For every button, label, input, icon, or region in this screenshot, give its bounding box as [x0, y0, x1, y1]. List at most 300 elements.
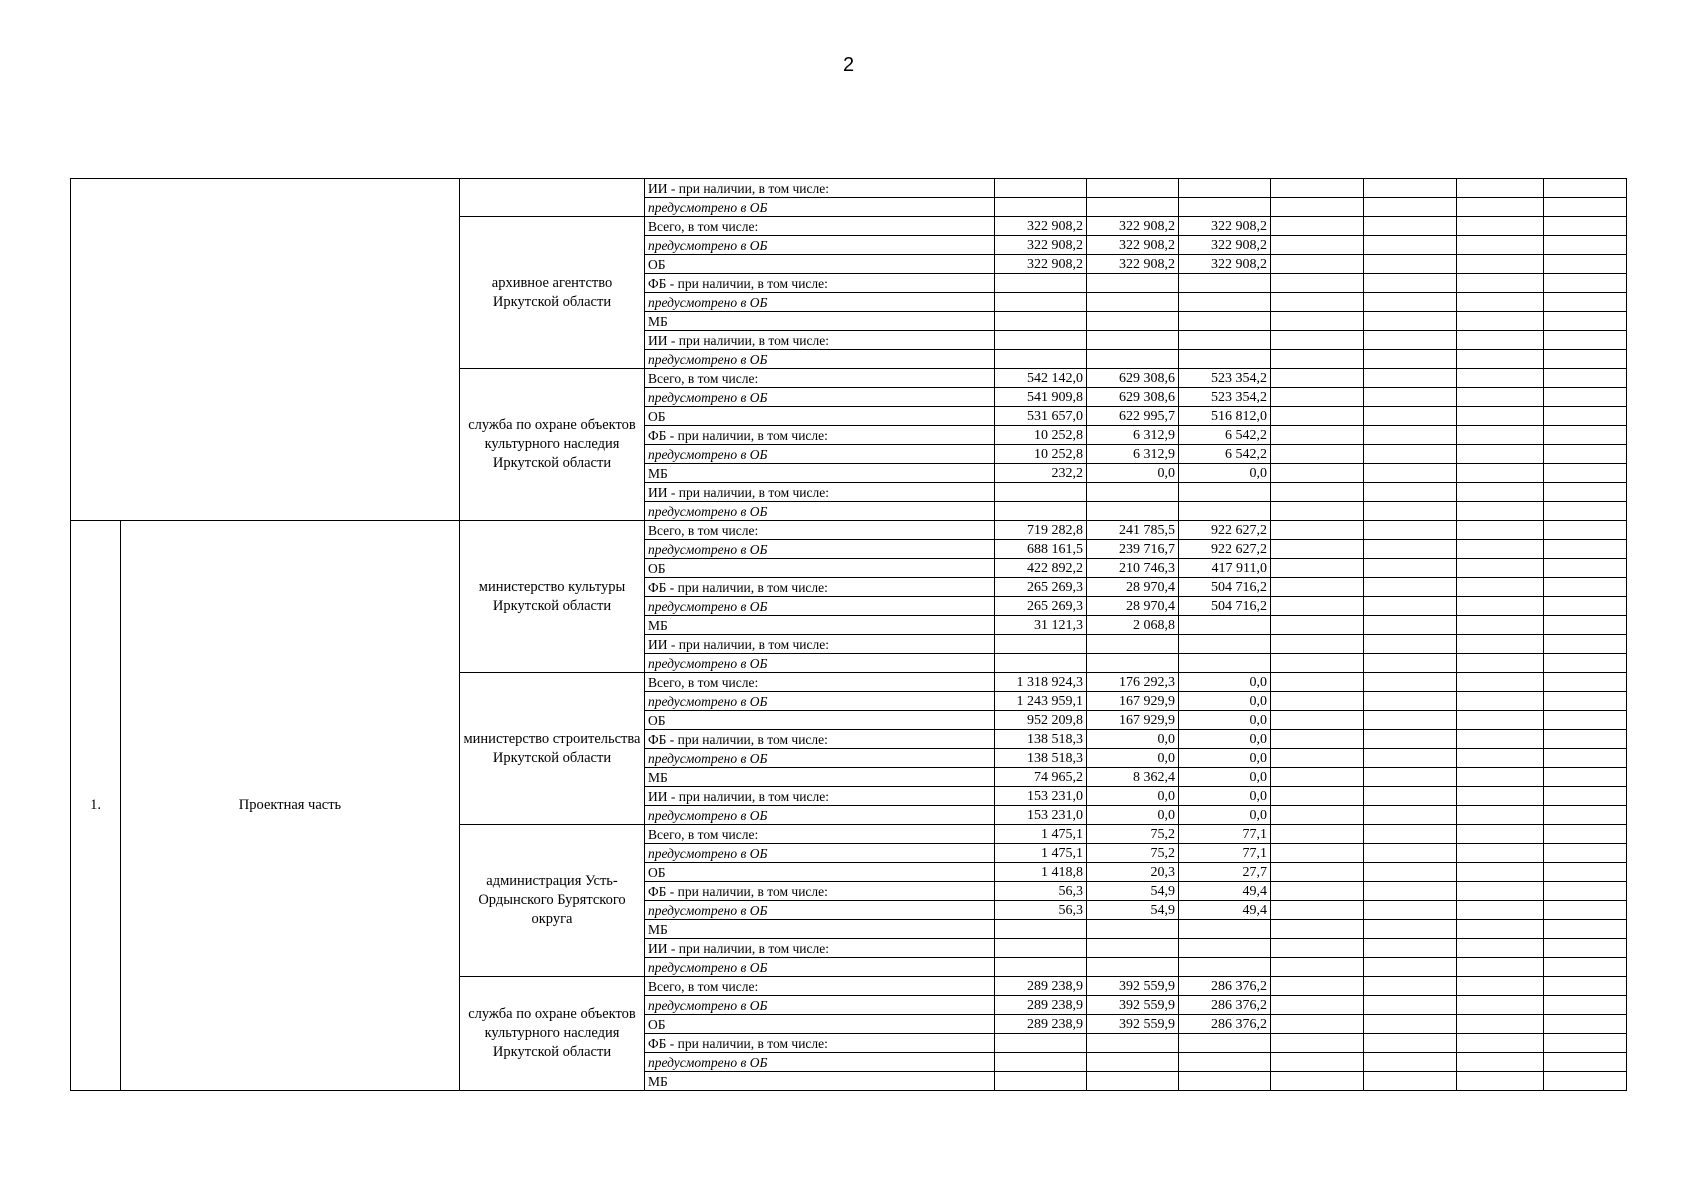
value-cell: 28 970,4 [1087, 597, 1179, 616]
value-cell: 2 068,8 [1087, 616, 1179, 635]
empty-cell [1364, 692, 1457, 711]
empty-cell [1544, 369, 1627, 388]
empty-cell [1271, 882, 1364, 901]
empty-cell [1457, 1072, 1544, 1091]
empty-cell [1364, 920, 1457, 939]
empty-cell [1271, 217, 1364, 236]
empty-cell [1544, 293, 1627, 312]
value-cell [995, 920, 1087, 939]
funding-source-label: ФБ - при наличии, в том числе: [645, 1034, 995, 1053]
funding-source-label: ОБ [645, 559, 995, 578]
empty-cell [1544, 616, 1627, 635]
empty-cell [1271, 730, 1364, 749]
empty-cell [1544, 521, 1627, 540]
empty-cell [1271, 996, 1364, 1015]
value-cell [1179, 1053, 1271, 1072]
value-cell: 1 418,8 [995, 863, 1087, 882]
empty-cell [1364, 312, 1457, 331]
empty-cell [1544, 597, 1627, 616]
empty-cell [1271, 654, 1364, 673]
empty-cell [1364, 635, 1457, 654]
empty-cell [1271, 369, 1364, 388]
funding-source-label: предусмотрено в ОБ [645, 1053, 995, 1072]
empty-cell [1457, 1034, 1544, 1053]
value-cell [1087, 331, 1179, 350]
value-cell: 629 308,6 [1087, 369, 1179, 388]
empty-cell [1544, 179, 1627, 198]
empty-cell [1544, 464, 1627, 483]
empty-cell [1544, 1053, 1627, 1072]
value-cell: 286 376,2 [1179, 996, 1271, 1015]
empty-cell [1544, 1072, 1627, 1091]
value-cell [995, 350, 1087, 369]
funding-source-label: ФБ - при наличии, в том числе: [645, 426, 995, 445]
empty-cell [1364, 882, 1457, 901]
value-cell [1087, 502, 1179, 521]
empty-cell [1457, 825, 1544, 844]
funding-source-label: предусмотрено в ОБ [645, 844, 995, 863]
funding-source-label: ОБ [645, 1015, 995, 1034]
empty-cell [1457, 350, 1544, 369]
empty-cell [1457, 692, 1544, 711]
value-cell: 322 908,2 [995, 236, 1087, 255]
value-cell: 322 908,2 [1087, 217, 1179, 236]
value-cell: 0,0 [1087, 730, 1179, 749]
empty-cell [1364, 730, 1457, 749]
empty-cell [1457, 958, 1544, 977]
value-cell: 523 354,2 [1179, 369, 1271, 388]
value-cell [1179, 920, 1271, 939]
empty-cell [1271, 844, 1364, 863]
empty-cell [1457, 882, 1544, 901]
empty-cell [1364, 1015, 1457, 1034]
value-cell: 1 475,1 [995, 825, 1087, 844]
value-cell [995, 1034, 1087, 1053]
value-cell: 8 362,4 [1087, 768, 1179, 787]
empty-cell [1271, 274, 1364, 293]
empty-cell [1364, 901, 1457, 920]
empty-cell [1544, 749, 1627, 768]
value-cell: 28 970,4 [1087, 578, 1179, 597]
empty-cell [1364, 825, 1457, 844]
empty-cell [1544, 540, 1627, 559]
empty-cell [1364, 559, 1457, 578]
value-cell [1087, 1072, 1179, 1091]
value-cell [1087, 293, 1179, 312]
empty-cell [1457, 293, 1544, 312]
empty-cell [1457, 806, 1544, 825]
empty-cell [1544, 711, 1627, 730]
value-cell: 241 785,5 [1087, 521, 1179, 540]
empty-cell [1457, 407, 1544, 426]
value-cell: 6 542,2 [1179, 426, 1271, 445]
empty-cell [1271, 768, 1364, 787]
empty-cell [1457, 179, 1544, 198]
agency-cell: министерство культуры Иркутской области [460, 521, 645, 673]
empty-cell [1457, 540, 1544, 559]
funding-source-label: МБ [645, 312, 995, 331]
empty-cell [1364, 236, 1457, 255]
funding-source-label: ФБ - при наличии, в том числе: [645, 730, 995, 749]
value-cell [1179, 350, 1271, 369]
empty-cell [1457, 1053, 1544, 1072]
row-number-cell: 1. [71, 521, 121, 1091]
empty-cell [1364, 274, 1457, 293]
value-cell: 322 908,2 [1087, 255, 1179, 274]
value-cell: 153 231,0 [995, 806, 1087, 825]
empty-cell [1271, 559, 1364, 578]
empty-cell [1457, 331, 1544, 350]
value-cell [1179, 312, 1271, 331]
empty-cell [1271, 1072, 1364, 1091]
empty-cell [1544, 844, 1627, 863]
funding-source-label: предусмотрено в ОБ [645, 806, 995, 825]
section-cell: Проектная часть [121, 521, 460, 1091]
value-cell: 167 929,9 [1087, 692, 1179, 711]
value-cell: 0,0 [1179, 692, 1271, 711]
value-cell [1179, 483, 1271, 502]
empty-cell [1271, 350, 1364, 369]
value-cell: 0,0 [1087, 749, 1179, 768]
value-cell: 922 627,2 [1179, 540, 1271, 559]
section-cell [71, 179, 460, 521]
empty-cell [1364, 654, 1457, 673]
empty-cell [1457, 521, 1544, 540]
value-cell [995, 331, 1087, 350]
empty-cell [1271, 939, 1364, 958]
empty-cell [1364, 996, 1457, 1015]
value-cell [995, 312, 1087, 331]
value-cell [1087, 198, 1179, 217]
empty-cell [1457, 996, 1544, 1015]
value-cell [995, 1053, 1087, 1072]
empty-cell [1457, 901, 1544, 920]
empty-cell [1544, 920, 1627, 939]
empty-cell [1457, 578, 1544, 597]
funding-source-label: Всего, в том числе: [645, 977, 995, 996]
empty-cell [1544, 692, 1627, 711]
budget-table-body [71, 179, 1627, 1091]
value-cell: 0,0 [1179, 749, 1271, 768]
empty-cell [1457, 654, 1544, 673]
value-cell [995, 274, 1087, 293]
value-cell [1179, 616, 1271, 635]
empty-cell [1457, 920, 1544, 939]
funding-source-label: ИИ - при наличии, в том числе: [645, 483, 995, 502]
empty-cell [1271, 312, 1364, 331]
empty-cell [1364, 597, 1457, 616]
value-cell [1087, 654, 1179, 673]
empty-cell [1364, 749, 1457, 768]
value-cell [1087, 179, 1179, 198]
funding-source-label: предусмотрено в ОБ [645, 293, 995, 312]
empty-cell [1457, 616, 1544, 635]
value-cell: 322 908,2 [1087, 236, 1179, 255]
empty-cell [1271, 673, 1364, 692]
value-cell: 0,0 [1087, 787, 1179, 806]
empty-cell [1544, 217, 1627, 236]
empty-cell [1364, 540, 1457, 559]
value-cell: 417 911,0 [1179, 559, 1271, 578]
empty-cell [1544, 255, 1627, 274]
empty-cell [1364, 578, 1457, 597]
value-cell: 422 892,2 [995, 559, 1087, 578]
value-cell: 10 252,8 [995, 445, 1087, 464]
funding-source-label: предусмотрено в ОБ [645, 749, 995, 768]
empty-cell [1271, 388, 1364, 407]
value-cell: 138 518,3 [995, 749, 1087, 768]
funding-source-label: ИИ - при наличии, в том числе: [645, 331, 995, 350]
value-cell: 504 716,2 [1179, 578, 1271, 597]
empty-cell [1544, 426, 1627, 445]
empty-cell [1457, 977, 1544, 996]
value-cell: 49,4 [1179, 882, 1271, 901]
funding-source-label: предусмотрено в ОБ [645, 692, 995, 711]
funding-source-label: МБ [645, 616, 995, 635]
value-cell: 1 475,1 [995, 844, 1087, 863]
empty-cell [1457, 198, 1544, 217]
empty-cell [1271, 521, 1364, 540]
empty-cell [1364, 369, 1457, 388]
empty-cell [1271, 597, 1364, 616]
empty-cell [1544, 654, 1627, 673]
value-cell: 0,0 [1179, 787, 1271, 806]
value-cell: 56,3 [995, 901, 1087, 920]
value-cell [1087, 1053, 1179, 1072]
value-cell: 392 559,9 [1087, 1015, 1179, 1034]
value-cell: 153 231,0 [995, 787, 1087, 806]
empty-cell [1364, 939, 1457, 958]
empty-cell [1271, 749, 1364, 768]
agency-cell: министерство строительства Иркутской области [460, 673, 645, 825]
value-cell: 952 209,8 [995, 711, 1087, 730]
empty-cell [1364, 198, 1457, 217]
funding-source-label: предусмотрено в ОБ [645, 654, 995, 673]
funding-source-label: МБ [645, 464, 995, 483]
value-cell [1087, 958, 1179, 977]
funding-source-label: ИИ - при наличии, в том числе: [645, 787, 995, 806]
value-cell [995, 635, 1087, 654]
empty-cell [1271, 426, 1364, 445]
value-cell [1179, 293, 1271, 312]
value-cell: 542 142,0 [995, 369, 1087, 388]
funding-source-label: Всего, в том числе: [645, 369, 995, 388]
empty-cell [1271, 901, 1364, 920]
funding-source-label: ФБ - при наличии, в том числе: [645, 274, 995, 293]
value-cell [1179, 198, 1271, 217]
value-cell: 1 243 959,1 [995, 692, 1087, 711]
funding-source-label: ОБ [645, 407, 995, 426]
value-cell [1179, 1072, 1271, 1091]
empty-cell [1364, 806, 1457, 825]
funding-source-label: ИИ - при наличии, в том числе: [645, 939, 995, 958]
value-cell [1179, 939, 1271, 958]
value-cell: 322 908,2 [995, 217, 1087, 236]
empty-cell [1364, 445, 1457, 464]
empty-cell [1544, 673, 1627, 692]
empty-cell [1544, 559, 1627, 578]
value-cell: 232,2 [995, 464, 1087, 483]
empty-cell [1271, 1034, 1364, 1053]
value-cell: 629 308,6 [1087, 388, 1179, 407]
funding-source-label: ОБ [645, 711, 995, 730]
empty-cell [1271, 198, 1364, 217]
empty-cell [1271, 787, 1364, 806]
value-cell [1087, 1034, 1179, 1053]
funding-source-label: ОБ [645, 863, 995, 882]
funding-source-label: МБ [645, 920, 995, 939]
empty-cell [1364, 958, 1457, 977]
value-cell: 265 269,3 [995, 578, 1087, 597]
value-cell: 523 354,2 [1179, 388, 1271, 407]
empty-cell [1544, 388, 1627, 407]
value-cell: 54,9 [1087, 882, 1179, 901]
funding-source-label: предусмотрено в ОБ [645, 502, 995, 521]
funding-source-label: предусмотрено в ОБ [645, 597, 995, 616]
value-cell: 75,2 [1087, 825, 1179, 844]
empty-cell [1544, 1034, 1627, 1053]
empty-cell [1271, 1053, 1364, 1072]
empty-cell [1544, 350, 1627, 369]
value-cell [1087, 350, 1179, 369]
agency-cell [460, 179, 645, 217]
empty-cell [1544, 483, 1627, 502]
empty-cell [1457, 236, 1544, 255]
value-cell: 27,7 [1179, 863, 1271, 882]
empty-cell [1364, 426, 1457, 445]
empty-cell [1544, 274, 1627, 293]
value-cell: 54,9 [1087, 901, 1179, 920]
value-cell [995, 958, 1087, 977]
budget-table [70, 178, 1627, 1091]
funding-source-label: предусмотрено в ОБ [645, 540, 995, 559]
empty-cell [1364, 787, 1457, 806]
empty-cell [1544, 901, 1627, 920]
empty-cell [1544, 578, 1627, 597]
value-cell: 56,3 [995, 882, 1087, 901]
empty-cell [1364, 863, 1457, 882]
empty-cell [1364, 179, 1457, 198]
value-cell: 392 559,9 [1087, 977, 1179, 996]
empty-cell [1544, 635, 1627, 654]
value-cell: 922 627,2 [1179, 521, 1271, 540]
value-cell: 77,1 [1179, 844, 1271, 863]
value-cell: 322 908,2 [1179, 255, 1271, 274]
empty-cell [1364, 1034, 1457, 1053]
value-cell [1179, 635, 1271, 654]
empty-cell [1271, 692, 1364, 711]
funding-source-label: ФБ - при наличии, в том числе: [645, 578, 995, 597]
value-cell [1179, 654, 1271, 673]
value-cell: 688 161,5 [995, 540, 1087, 559]
empty-cell [1544, 198, 1627, 217]
empty-cell [1364, 255, 1457, 274]
value-cell [1179, 1034, 1271, 1053]
value-cell: 265 269,3 [995, 597, 1087, 616]
empty-cell [1364, 616, 1457, 635]
value-cell [1179, 502, 1271, 521]
empty-cell [1364, 844, 1457, 863]
funding-source-label: Всего, в том числе: [645, 673, 995, 692]
empty-cell [1544, 1015, 1627, 1034]
empty-cell [1271, 502, 1364, 521]
empty-cell [1544, 977, 1627, 996]
empty-cell [1364, 293, 1457, 312]
agency-cell: администрация Усть-Ордынского Бурятского округа [460, 825, 645, 977]
funding-source-label: Всего, в том числе: [645, 217, 995, 236]
empty-cell [1271, 806, 1364, 825]
value-cell: 0,0 [1087, 464, 1179, 483]
empty-cell [1271, 255, 1364, 274]
empty-cell [1271, 445, 1364, 464]
empty-cell [1544, 882, 1627, 901]
value-cell [995, 654, 1087, 673]
value-cell: 322 908,2 [1179, 217, 1271, 236]
value-cell: 289 238,9 [995, 977, 1087, 996]
empty-cell [1271, 578, 1364, 597]
empty-cell [1271, 825, 1364, 844]
empty-cell [1271, 483, 1364, 502]
funding-source-label: Всего, в том числе: [645, 825, 995, 844]
value-cell: 77,1 [1179, 825, 1271, 844]
empty-cell [1364, 1072, 1457, 1091]
value-cell [1179, 274, 1271, 293]
empty-cell [1271, 407, 1364, 426]
value-cell: 0,0 [1179, 730, 1271, 749]
value-cell: 0,0 [1179, 464, 1271, 483]
empty-cell [1544, 445, 1627, 464]
funding-source-label: ИИ - при наличии, в том числе: [645, 179, 995, 198]
value-cell: 0,0 [1179, 711, 1271, 730]
value-cell [1087, 635, 1179, 654]
empty-cell [1364, 1053, 1457, 1072]
empty-cell [1457, 464, 1544, 483]
value-cell: 167 929,9 [1087, 711, 1179, 730]
funding-source-label: предусмотрено в ОБ [645, 236, 995, 255]
funding-source-label: ФБ - при наличии, в том числе: [645, 882, 995, 901]
funding-source-label: ОБ [645, 255, 995, 274]
value-cell: 541 909,8 [995, 388, 1087, 407]
value-cell: 138 518,3 [995, 730, 1087, 749]
empty-cell [1544, 407, 1627, 426]
value-cell: 392 559,9 [1087, 996, 1179, 1015]
value-cell [1087, 939, 1179, 958]
empty-cell [1457, 217, 1544, 236]
value-cell: 322 908,2 [995, 255, 1087, 274]
value-cell [1179, 958, 1271, 977]
empty-cell [1271, 711, 1364, 730]
value-cell [1179, 179, 1271, 198]
empty-cell [1364, 711, 1457, 730]
empty-cell [1457, 787, 1544, 806]
empty-cell [1457, 768, 1544, 787]
empty-cell [1364, 673, 1457, 692]
value-cell: 289 238,9 [995, 996, 1087, 1015]
value-cell: 210 746,3 [1087, 559, 1179, 578]
value-cell: 719 282,8 [995, 521, 1087, 540]
empty-cell [1364, 331, 1457, 350]
empty-cell [1271, 540, 1364, 559]
table-row [71, 521, 1627, 540]
empty-cell [1457, 730, 1544, 749]
empty-cell [1364, 977, 1457, 996]
value-cell [995, 939, 1087, 958]
empty-cell [1544, 236, 1627, 255]
value-cell: 286 376,2 [1179, 977, 1271, 996]
value-cell [1087, 920, 1179, 939]
funding-source-label: предусмотрено в ОБ [645, 901, 995, 920]
value-cell: 0,0 [1087, 806, 1179, 825]
